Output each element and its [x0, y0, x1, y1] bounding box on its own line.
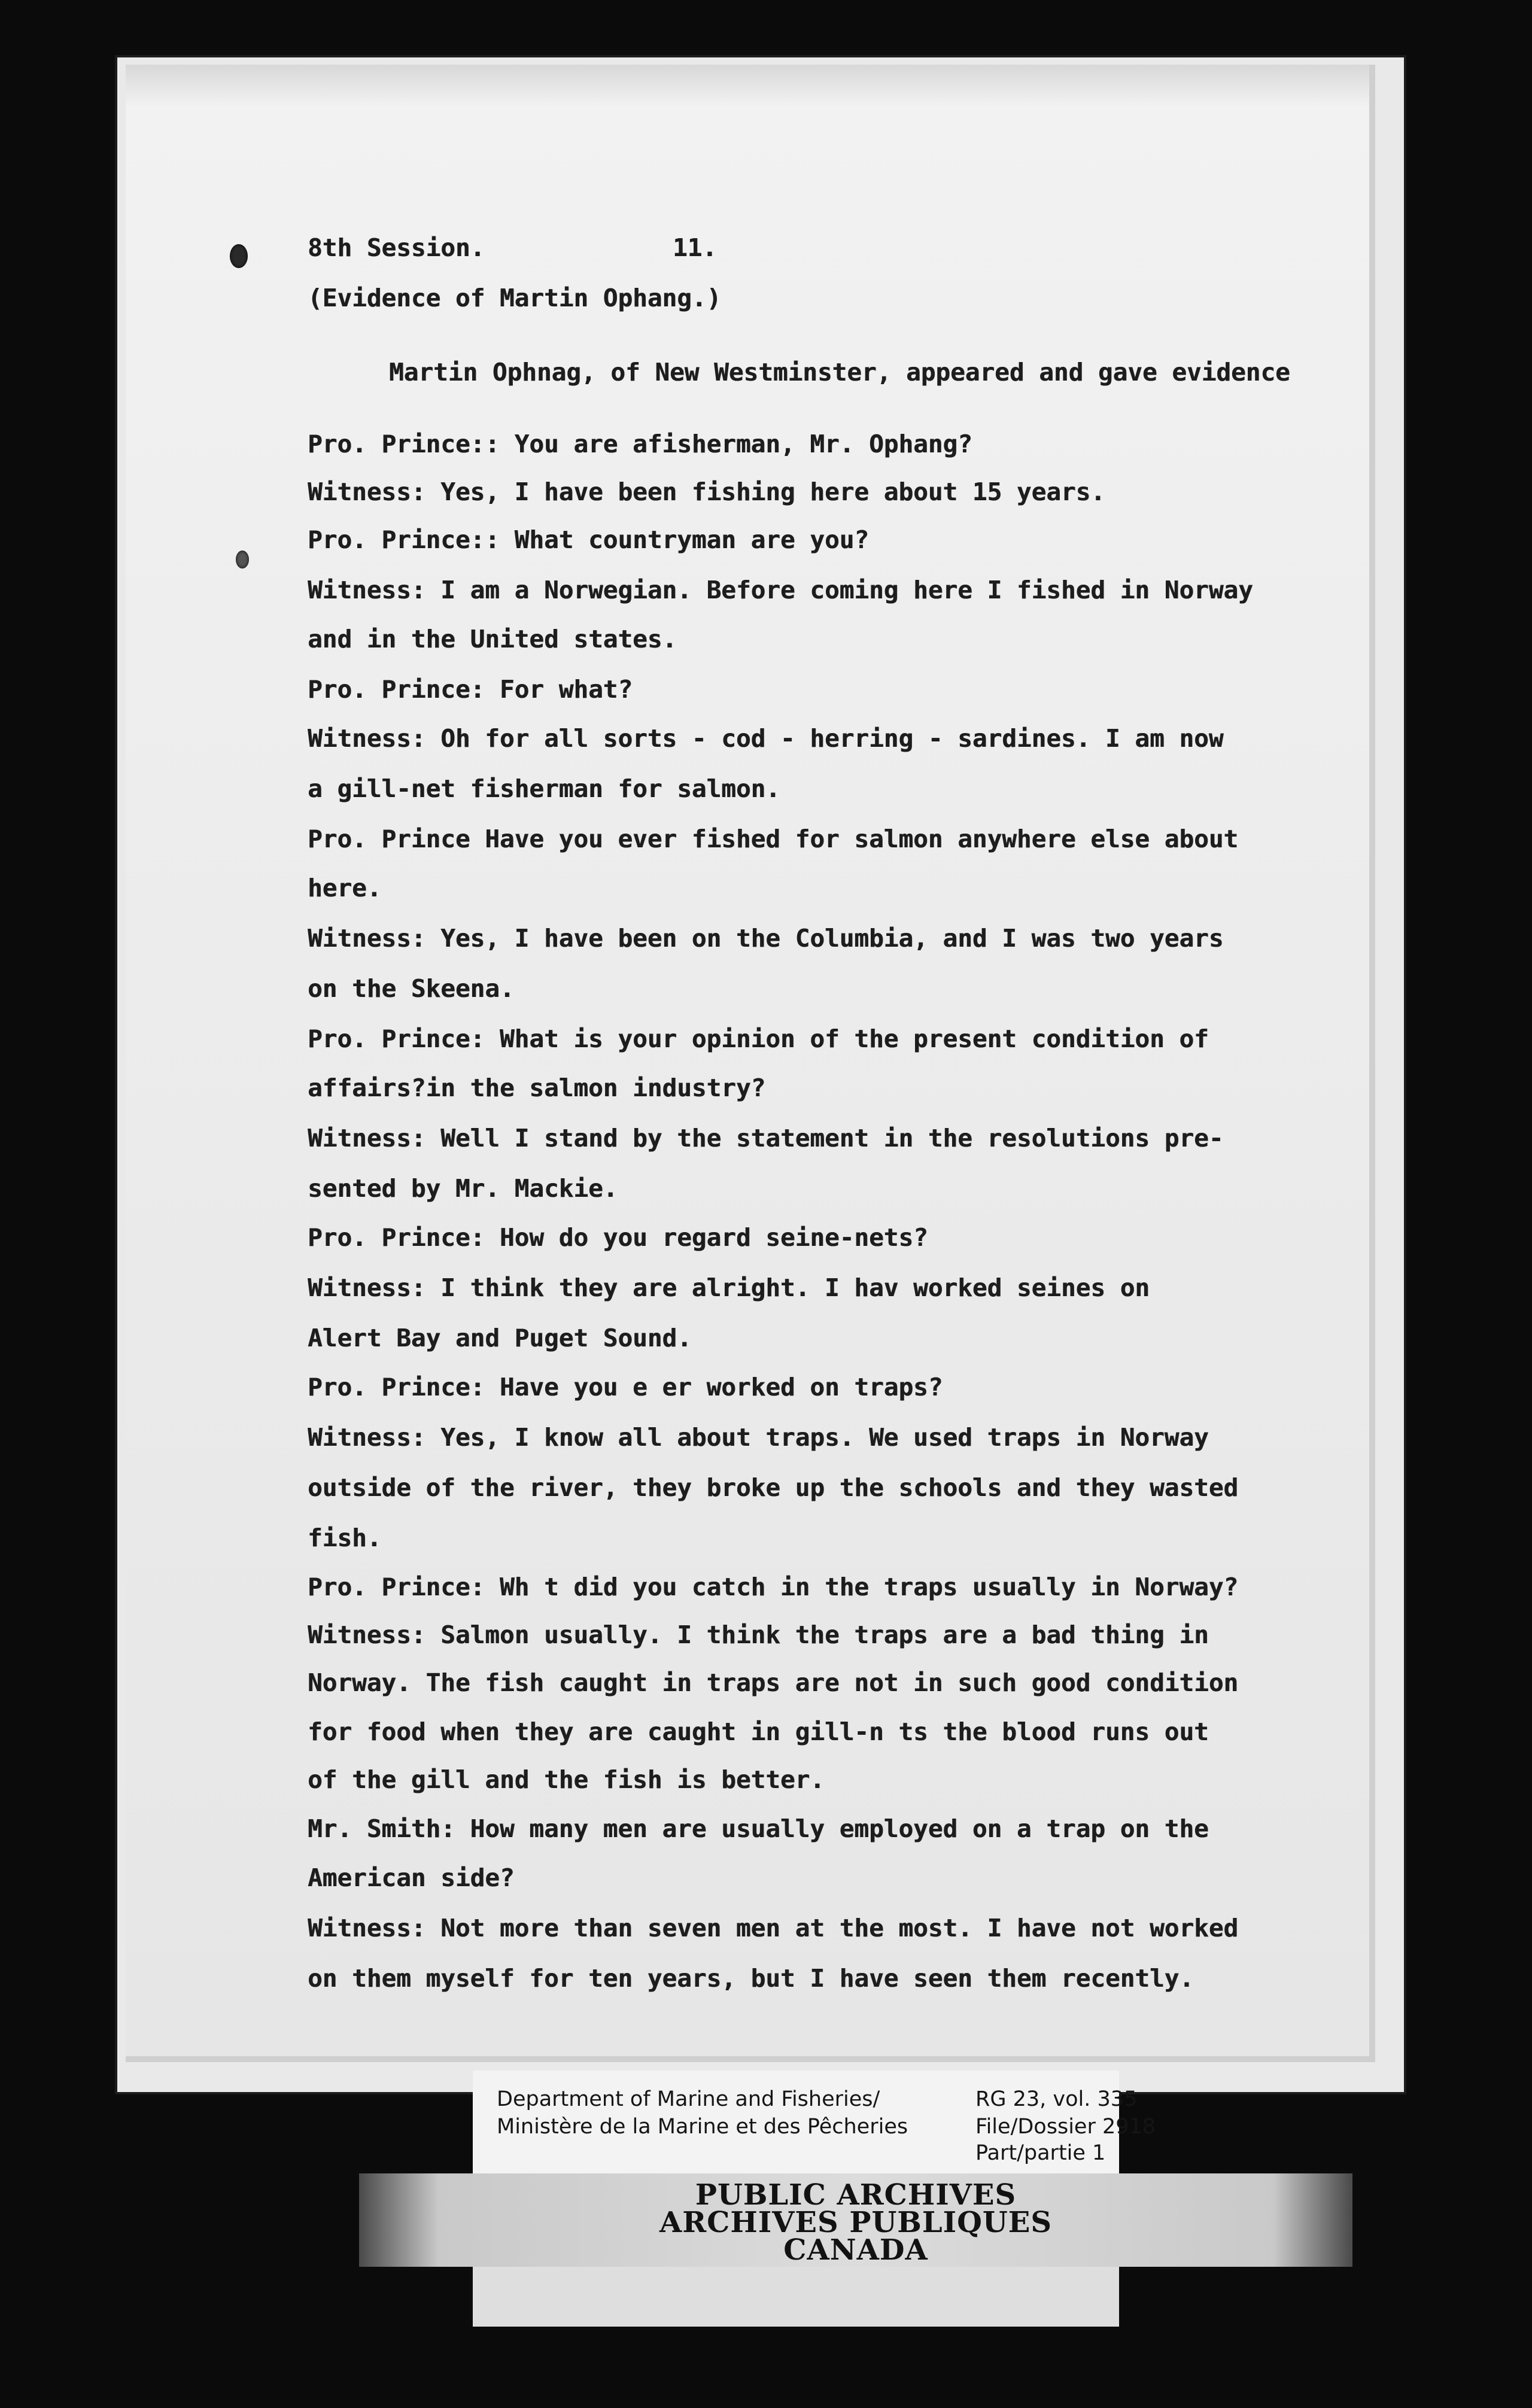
page-number: 11.	[673, 233, 718, 262]
text-line: affairs?in the salmon industry?	[308, 1074, 766, 1102]
file-number: File/Dossier 2918	[975, 2115, 1156, 2139]
text-line: fish.	[308, 1524, 382, 1552]
label-lower-strip	[473, 2267, 1119, 2327]
text-line: Pro. Prince: How do you regard seine-nets?	[308, 1223, 928, 1252]
text-line: Pro. Prince: For what?	[308, 675, 633, 704]
text-line: on the Skeena.	[308, 974, 515, 1003]
text-line: Mr. Smith: How many men are usually employed on a trap on the	[308, 1814, 1209, 1843]
text-line: Pro. Prince: Wh t did you catch in the traps usually in Norway?	[308, 1573, 1239, 1601]
text-line: Norway. The fish caught in traps are not in such good condition	[308, 1668, 1239, 1697]
text-line: Witness: Well I stand by the statement in the resolutions pre-	[308, 1124, 1224, 1153]
text-line: Pro. Prince:: What countryman are you?	[308, 525, 869, 554]
text-line: Pro. Prince: Have you e er worked on traps?	[308, 1373, 943, 1401]
text-line: a gill-net fisherman for salmon.	[308, 774, 780, 803]
typewritten-page	[126, 65, 1375, 2062]
part-number: Part/partie 1	[975, 2141, 1106, 2165]
text-line: Pro. Prince:: You are afisherman, Mr. Ophang?	[308, 430, 972, 458]
department-name-fr: Ministère de la Marine et des Pêcheries	[497, 2115, 908, 2139]
record-group: RG 23, vol. 335	[975, 2087, 1138, 2111]
text-line: of the gill and the fish is better.	[308, 1765, 825, 1794]
session-label: 8th Session.	[308, 233, 485, 262]
public-archives-stamp	[359, 2173, 1352, 2267]
text-line: sented by Mr. Mackie.	[308, 1174, 618, 1203]
stamp-line-english: PUBLIC ARCHIVES	[695, 2178, 1017, 2212]
text-line: here.	[308, 874, 382, 902]
text-line: Witness: Oh for all sorts - cod - herring - sardines. I am now	[308, 724, 1224, 753]
text-line: Witness: Salmon usually. I think the traps are a bad thing in	[308, 1620, 1209, 1649]
punch-hole-top	[230, 244, 248, 268]
text-line: outside of the river, they broke up the schools and they wasted	[308, 1473, 1239, 1502]
text-line: on them myself for ten years, but I have seen them recently.	[308, 1964, 1194, 1993]
text-line: Witness: Yes, I have been on the Columbia, and I was two years	[308, 924, 1224, 953]
document-subtitle: (Evidence of Martin Ophang.)	[308, 284, 722, 312]
text-line: Witness: Yes, I have been fishing here about 15 years.	[308, 478, 1105, 506]
punch-hole-mid	[236, 551, 249, 568]
text-line: Witness: Not more than seven men at the most. I have not worked	[308, 1914, 1239, 1942]
text-line: Witness: Yes, I know all about traps. We used traps in Norway	[308, 1423, 1209, 1452]
department-name-en: Department of Marine and Fisheries/	[497, 2087, 880, 2111]
text-line: for food when they are caught in gill-n ts the blood runs out	[308, 1717, 1209, 1746]
stamp-line-french: ARCHIVES PUBLIQUES	[659, 2206, 1052, 2239]
text-line: Alert Bay and Puget Sound.	[308, 1324, 692, 1352]
text-line: and in the United states.	[308, 625, 677, 653]
text-line: American side?	[308, 1863, 515, 1892]
text-line: Pro. Prince: What is your opinion of the present condition of	[308, 1024, 1209, 1053]
text-line: Martin Ophnag, of New Westminster, appeared and gave evidence	[389, 358, 1290, 387]
text-line: Pro. Prince Have you ever fished for salmon anywhere else about	[308, 825, 1239, 853]
text-line: Witness: I think they are alright. I hav worked seines on	[308, 1273, 1150, 1302]
stamp-line-country: CANADA	[783, 2233, 928, 2267]
text-line: Witness: I am a Norwegian. Before coming here I fished in Norway	[308, 576, 1253, 604]
